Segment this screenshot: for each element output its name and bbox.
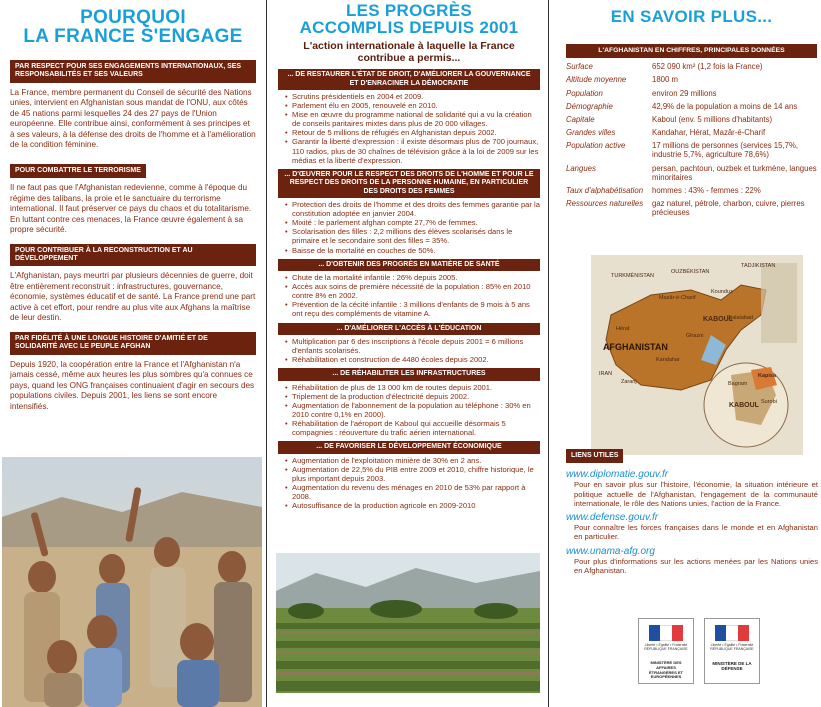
list-item: • Retour de 5 millions de réfugiés en Afghanistan depuis 2002. <box>286 128 540 137</box>
bullet-list <box>278 92 540 165</box>
map-label: Kapisa <box>758 373 777 379</box>
list-item: • Multiplication par 6 des inscriptions à l'école depuis 2001 = 6 millions d'enfants scolarisés. <box>286 337 540 355</box>
section-header: ... DE RESTAURER L'ÉTAT DE DROIT, D'AMÉLIORER LA GOUVERNANCE ET D'ENRACINER LA DÉMOCRATIE <box>278 69 540 90</box>
list-item: • Augmentation de 22,5% du PIB entre 2009 et 2010, chiffre historique, le plus important depuis 2003. <box>286 465 540 483</box>
list-item: • Triplement de la production d'électricité depuis 2002. <box>286 392 540 401</box>
map-image <box>591 255 803 455</box>
subtitle: L'action internationale à laquelle la France contribue a permis... <box>303 40 515 65</box>
link-description: Pour plus d'informations sur les actions menées par les Nations unies en Afghanistan. <box>574 556 818 575</box>
title-line: ACCOMPLIS DEPUIS 2001 <box>299 18 519 37</box>
fact-key: Capitale <box>566 114 595 124</box>
logo-republic: RÉPUBLIQUE FRANÇAISE <box>710 647 754 651</box>
fact-value: environ 29 millions <box>652 88 717 98</box>
table-row <box>566 140 817 162</box>
list-item: • Scrutins présidentiels en 2004 et 2009. <box>286 92 540 101</box>
photo-fields <box>276 553 540 693</box>
fact-key: Population <box>566 88 603 98</box>
section-header: POUR CONTRIBUER À LA RECONSTRUCTION ET AU DÉVELOPPEMENT <box>10 244 256 267</box>
table-row <box>566 88 817 101</box>
photo-children-image <box>2 457 262 707</box>
fact-key: Langues <box>566 163 596 173</box>
table-row <box>566 185 817 198</box>
fact-key: Démographie <box>566 101 613 111</box>
map-label: IRAN <box>599 371 613 377</box>
list-item: • Augmentation de l'abonnement de la population au téléphone : 30% en 2010 contre 0,1% en 2000). <box>286 401 540 419</box>
map-label: OUZBÉKISTAN <box>671 269 710 275</box>
map-label: TADJIKISTAN <box>741 263 776 269</box>
link-description: Pour en savoir plus sur l'histoire, l'économie, la situation intérieure et politique actuelle de l'Afghanistan, l'engagement de la communauté internationale, le rôle des Nations unies, l'action de la France. <box>574 480 818 508</box>
section <box>10 159 256 236</box>
list-item: • Prévention de la cécité infantile : 3 millions d'enfants de 9 mois à 5 ans ont reçu des compléments de vitamine A. <box>286 300 540 318</box>
table-row <box>566 127 817 140</box>
photo-children <box>2 457 262 707</box>
section <box>10 244 256 324</box>
links-header: LIENS UTILES <box>566 449 623 463</box>
photo-fields-image <box>276 553 540 693</box>
table-row <box>566 198 817 220</box>
fact-key: Surface <box>566 62 593 72</box>
list-item: • Scolarisation des filles : 2,2 millions des élèves scolarisés dans le primaire et le secondaire sont des filles = 35%. <box>286 227 540 245</box>
bullet-list <box>278 273 540 319</box>
title-line: LES PROGRÈS <box>345 1 473 20</box>
logo-motto: Liberté • Égalité • Fraternité <box>710 643 754 647</box>
section-header: ... D'AMÉLIORER L'ACCÈS À L'ÉDUCATION <box>278 323 540 335</box>
title-progress <box>278 2 540 36</box>
logo-defense <box>704 618 760 684</box>
section <box>10 60 256 151</box>
section-header: ... DE RÉHABILITER LES INFRASTRUCTURES <box>278 368 540 380</box>
afghanistan-map <box>591 255 803 455</box>
list-item: • Réhabilitation de l'aéroport de Kaboul qui accueille désormais 5 compagnies : réouverture du trafic aérien international. <box>286 419 540 437</box>
list-item: • Mixité : le parlement afghan compte 27,7% de femmes. <box>286 218 540 227</box>
list-item: • Réhabilitation de plus de 13 000 km de routes depuis 2001. <box>286 383 540 392</box>
section <box>10 332 256 412</box>
link-defense[interactable]: www.defense.gouv.fr <box>566 512 659 524</box>
list-item: • Chute de la mortalité infantile : 26% depuis 2005. <box>286 273 540 282</box>
title-learn-more: EN SAVOIR PLUS... <box>610 7 773 26</box>
bullet-list <box>278 383 540 438</box>
table-row <box>566 61 817 74</box>
bullet-list <box>278 337 540 364</box>
section-header: PAR RESPECT POUR SES ENGAGEMENTS INTERNATIONAUX, SES RESPONSABILITÉS ET SES VALEURS <box>10 60 256 83</box>
list-item: • Mise en œuvre du programme national de solidarité qui a vu la création de conseils paritaires mixtes dans plus de 20 000 villages. <box>286 110 540 128</box>
map-label: Djalalabad <box>727 315 753 321</box>
fact-value: 17 millions de personnes (services 15,7%, industrie 5,7%, agriculture 78,6%) <box>652 141 799 160</box>
map-label: KABOUL <box>729 402 759 409</box>
list-item: • Baisse de la mortalité en couches de 50%. <box>286 246 540 255</box>
bullet-list <box>278 456 540 511</box>
flag-icon <box>649 625 683 641</box>
list-item: • Autosuffisance de la production agricole en 2009-2010 <box>286 501 540 510</box>
link-diplomatie[interactable]: www.diplomatie.gouv.fr <box>566 469 669 481</box>
logo-ministry: MINISTÈRE DES AFFAIRES ÉTRANGÈRES ET EUROPÉENNES <box>648 660 683 680</box>
title-line: POURQUOI <box>80 7 186 28</box>
flag-icon <box>715 625 749 641</box>
logo-republic: RÉPUBLIQUE FRANÇAISE <box>644 647 688 651</box>
list-item: • Augmentation de l'exploitation minière de 30% en 2 ans. <box>286 456 540 465</box>
column-divider <box>266 0 267 707</box>
logo-affaires-etrangeres <box>638 618 694 684</box>
link-unama[interactable]: www.unama-afg.org <box>566 545 655 557</box>
list-item: • Réhabilitation et construction de 4480 écoles depuis 2002. <box>286 355 540 364</box>
map-label: Bagram <box>728 381 748 387</box>
list-item: • Augmentation du revenu des ménages en 2010 de 53% par rapport à 2008. <box>286 483 540 501</box>
fact-key: Grandes villes <box>566 128 616 138</box>
table-row <box>566 114 817 127</box>
section-text: L'Afghanistan, pays meurtri par plusieurs décennies de guerre, doit être entièrement reconstruit : infrastructures, gouvernance, économie, systèmes éducatif et de santé. La France prend une part active à cet effort, pour rendre au plus vite aux Afghans la maîtrise de leur destin. <box>10 271 256 323</box>
facts-table <box>566 61 817 220</box>
list-item: • Accès aux soins de première nécessité de la population : 85% en 2010 contre 8% en 2002. <box>286 282 540 300</box>
section-text: Depuis 1920, la coopération entre la France et l'Afghanistan n'a jamais cessé, même aux heures les plus sombres qu'a connues ce pays, quand les ONG françaises continuaient d'agir en secours des populations civiles. Depuis 2001, les liens se sont encore intensifiés. <box>10 359 255 411</box>
map-label: Ghazni <box>686 333 704 339</box>
list-item: • Protection des droits de l'homme et des droits des femmes garantie par la constitution adoptée en janvier 2004. <box>286 200 540 218</box>
map-label: Hérat <box>616 326 630 332</box>
fact-value: gaz naturel, pétrole, charbon, cuivre, pierres précieuses <box>652 199 805 218</box>
fact-key: Population active <box>566 141 626 151</box>
section-text: Il ne faut pas que l'Afghanistan redevienne, comme à l'époque du régime des talibans, la proie et le sanctuaire du terrorisme international. Il faut préserver ce pays du chaos et du totalitarisme. En luttant contre ces menaces, la France œuvre également à sa propre sécurité. <box>10 183 252 235</box>
map-label: Kandahar <box>656 357 680 363</box>
useful-links <box>566 444 818 575</box>
bullet-list <box>278 200 540 255</box>
fact-key: Taux d'alphabétisation <box>566 186 644 196</box>
fact-key: Altitude moyenne <box>566 75 627 85</box>
table-row <box>566 101 817 114</box>
facts-header: L'AFGHANISTAN EN CHIFFRES, PRINCIPALES DONNÉES <box>566 44 817 58</box>
section-header: POUR COMBATTRE LE TERRORISME <box>10 164 146 178</box>
fact-key: Ressources naturelles <box>566 199 644 209</box>
fact-value: Kandahar, Hérat, Mazâr-é-Charif <box>652 128 766 138</box>
logo-ministry: MINISTÈRE DE LA DÉFENSE <box>712 661 752 672</box>
column-divider <box>548 0 549 707</box>
fact-value: 42,9% de la population a moins de 14 ans <box>652 101 798 111</box>
map-label: Kounduz <box>711 289 733 295</box>
map-label: Zaranj <box>621 379 637 385</box>
fact-value: 1800 m <box>652 75 679 85</box>
map-label: TURKMÉNISTAN <box>611 273 654 279</box>
fact-value: hommes : 43% - femmes : 22% <box>652 186 761 196</box>
table-row <box>566 163 817 185</box>
table-row <box>566 74 817 87</box>
map-country-label: AFGHANISTAN <box>603 342 668 352</box>
title-why <box>10 8 256 46</box>
map-label: Surobi <box>761 399 777 405</box>
map-label: KABOUL <box>703 316 733 323</box>
section-header: ... DE FAVORISER LE DÉVELOPPEMENT ÉCONOMIQUE <box>278 441 540 453</box>
fact-value: persan, pachtoun, ouzbek et turkmène, langues minoritaires <box>652 163 817 182</box>
list-item: • Garantir la liberté d'expression : il existe désormais plus de 700 journaux, 110 radios, plus de 30 chaînes de télévision grâce à la loi de 2009 sur les médias et la liberté d'expression. <box>286 137 540 164</box>
title-line: LA FRANCE S'ENGAGE <box>23 26 243 47</box>
section-header: ... D'OBTENIR DES PROGRÈS EN MATIÈRE DE SANTÉ <box>278 259 540 271</box>
fact-value: Kaboul (env. 5 millions d'habitants) <box>652 114 773 124</box>
link-description: Pour connaître les forces françaises dans le monde et en Afghanistan en particulier. <box>574 523 818 542</box>
map-label: Mazâr-é-Charif <box>659 295 696 301</box>
fact-value: 652 090 km² (1,2 fois la France) <box>652 62 763 72</box>
section-header: ... D'ŒUVRER POUR LE RESPECT DES DROITS DE L'HOMME ET POUR LE RESPECT DES DROITS DE LA PERSONNE HUMAINE, EN PARTICULIER DES DROITS DES FEMMES <box>278 169 540 198</box>
logo-motto: Liberté • Égalité • Fraternité <box>644 643 688 647</box>
section-text: La France, membre permanent du Conseil de sécurité des Nations unies, intervient en Afghanistan sous mandat de l'ONU, aux côtés de 45 nations parmi lesquelles 24 des 27 pays de l'Union européenne. Elle contribue ainsi, conformément à ses principes et à ses valeurs, à la défense des droits de l'homme et à l'amélioration de la condition féminine. <box>10 87 256 150</box>
section-header: PAR FIDÉLITÉ À UNE LONGUE HISTOIRE D'AMITIÉ ET DE SOLIDARITÉ AVEC LE PEUPLE AFGHAN <box>10 332 256 355</box>
list-item: • Parlement élu en 2005, renouvelé en 2010. <box>286 101 540 110</box>
